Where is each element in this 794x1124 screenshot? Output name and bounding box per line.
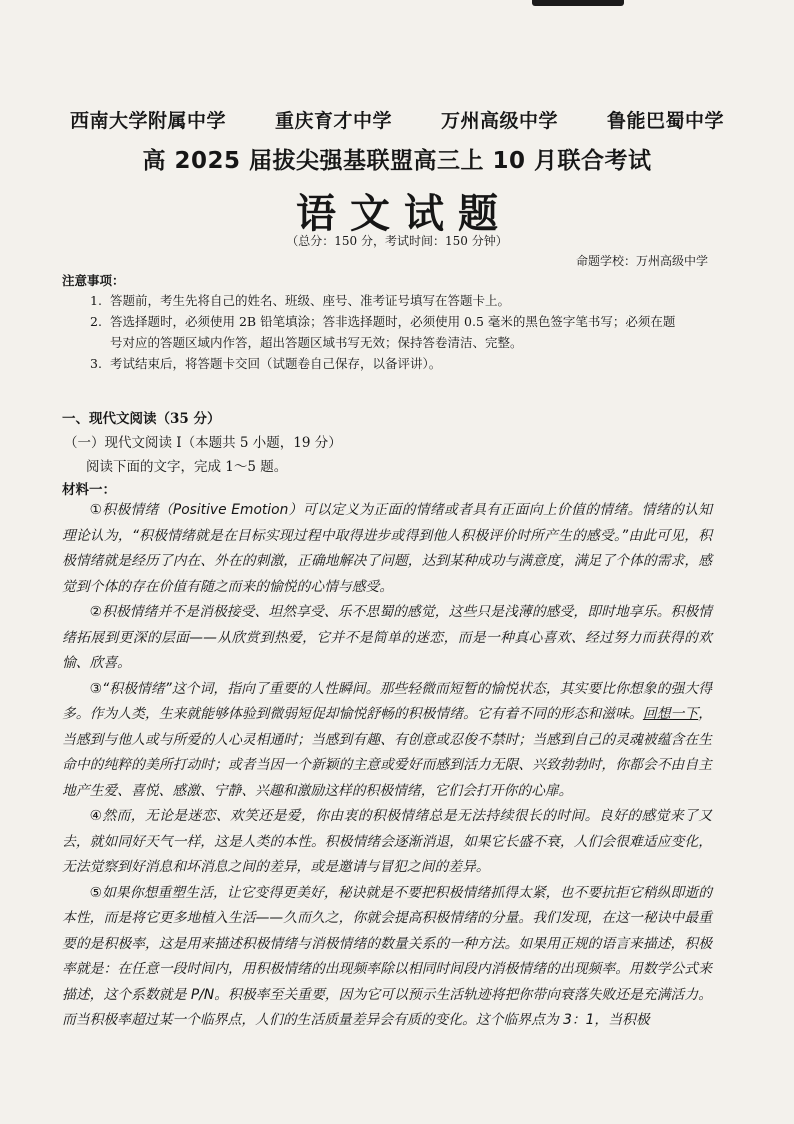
paragraph	[62, 677, 712, 805]
paragraph: ④然而，无论是迷恋、欢笑还是爱，你由衷的积极情绪总是无法持续很长的时间。良好的感觉来了又去，就如同好天气一样，这是人类的本性。积极情绪会逐渐消退，如果它长盛不衰，人们会很难适应变化，无法觉察到好消息和坏消息之间的差异，或是邀请与冒犯之间的差异。	[62, 808, 712, 875]
school-list	[70, 106, 724, 133]
notice-number: 3.	[90, 356, 102, 371]
reading-passage	[62, 498, 712, 1034]
author-school: 命题学校：万州高级中学	[575, 254, 708, 268]
notice-item	[90, 311, 720, 353]
subject-title: 语文试题	[296, 190, 512, 237]
notice-title: 注意事项：	[62, 273, 125, 288]
notice-number: 2.	[90, 314, 102, 329]
subsection-title: （一）现代文阅读 I（本题共 5 小题，19 分）	[64, 435, 342, 451]
notice-number: 1.	[90, 293, 102, 308]
notice-text-continued: 号对应的答题区域内作答，超出答题区域书写无效；保持答卷清洁、完整。	[110, 335, 523, 350]
exam-title: 高 2025 届拔尖强基联盟高三上 10 月联合考试	[142, 148, 652, 174]
school-name: 万州高级中学	[440, 110, 558, 132]
school-name: 西南大学附属中学	[70, 110, 227, 132]
underlined-phrase: 回想一下	[642, 706, 699, 722]
school-name: 鲁能巴蜀中学	[606, 110, 724, 132]
notice-item	[90, 353, 720, 374]
instruction: 阅读下面的文字，完成 1～5 题。	[86, 459, 288, 475]
header-bar-decoration	[532, 0, 624, 6]
school-name: 重庆育才中学	[274, 110, 392, 132]
notice-text: 答题前，考生先将自己的姓名、班级、座号、准考证号填写在答题卡上。	[110, 293, 511, 308]
notice-item	[90, 290, 720, 311]
material-label: 材料一：	[62, 482, 116, 498]
notice-text: 考试结束后，将答题卡交回（试题卷自己保存，以备评讲）。	[110, 356, 442, 371]
notice-text: 答选择题时，必须使用 2B 铅笔填涂；答非选择题时，必须使用 0.5 毫米的黑色签字笔书写；必须在题	[110, 314, 676, 329]
paragraph-text: ③“积极情绪”这个词，指向了重要的人性瞬间。那些轻微而短暂的愉悦状态，其实要比你想象的强大得多。作为人类，生来就能够体验到微弱短促却愉悦舒畅的积极情绪。它有着不同的形态和滋味。	[62, 680, 712, 722]
paragraph: ⑤如果你想重塑生活，让它变得更美好，秘诀就是不要把积极情绪抓得太紧，也不要抗拒它稍纵即逝的本性，而是将它更多地植入生活——久而久之，你就会提高积极情绪的分量。我们发现，在这一秘诀中最重要的是积极率，这是用来描述积极情绪与消极情绪的数量关系的一种方法。如果用正规的语言来描述，积极率就是：在任意一段时间内，用积极情绪的出现频率除以相同时间段内消极情绪的出现频率。用数学公式来描述，这个系数就是 P/N。积极率至关重要，因为它可以预示生活轨迹将把你带向衰落失败还是充满活力。而当积极率超过某一个临界点，人们的生活质量差异会有质的变化。这个临界点为 3：1，当积极	[62, 884, 712, 1028]
paragraph: ②积极情绪并不是消极接受、坦然享受、乐不思蜀的感觉，这些只是浅薄的感受，即时地享乐。积极情绪拓展到更深的层面——从欣赏到热爱，它并不是简单的迷恋，而是一种真心喜欢、经过努力而获得的欢愉、欣喜。	[62, 604, 712, 671]
section-title: 一、现代文阅读（35 分）	[62, 411, 221, 427]
paragraph-text: ，当感到与他人或与所爱的人心灵相通时；当感到有趣、有创意或忍俊不禁时；当感到自己的灵魂被蕴含在生命中的纯粹的美所打动时；或者当因一个新颖的主意或爱好而感到活力无限、兴致勃勃时，你都会不由自主地产生爱、喜悦、感激、宁静、兴趣和激励这样的积极情绪，它们会打开你的心扉。	[62, 706, 713, 799]
exam-meta: （总分：150 分，考试时间：150 分钟）	[286, 234, 508, 248]
paragraph: ①积极情绪（Positive Emotion）可以定义为正面的情绪或者具有正面向上价值的情绪。情绪的认知理论认为，“积极情绪就是在目标实现过程中取得进步或得到他人积极评价时所产生的感受。”由此可见，积极情绪就是经历了内在、外在的刺激，正确地解决了问题，达到某种成功与满意度，满足了个体的需求，感觉到个体的存在价值有随之而来的愉悦的心情与感受。	[62, 502, 712, 595]
